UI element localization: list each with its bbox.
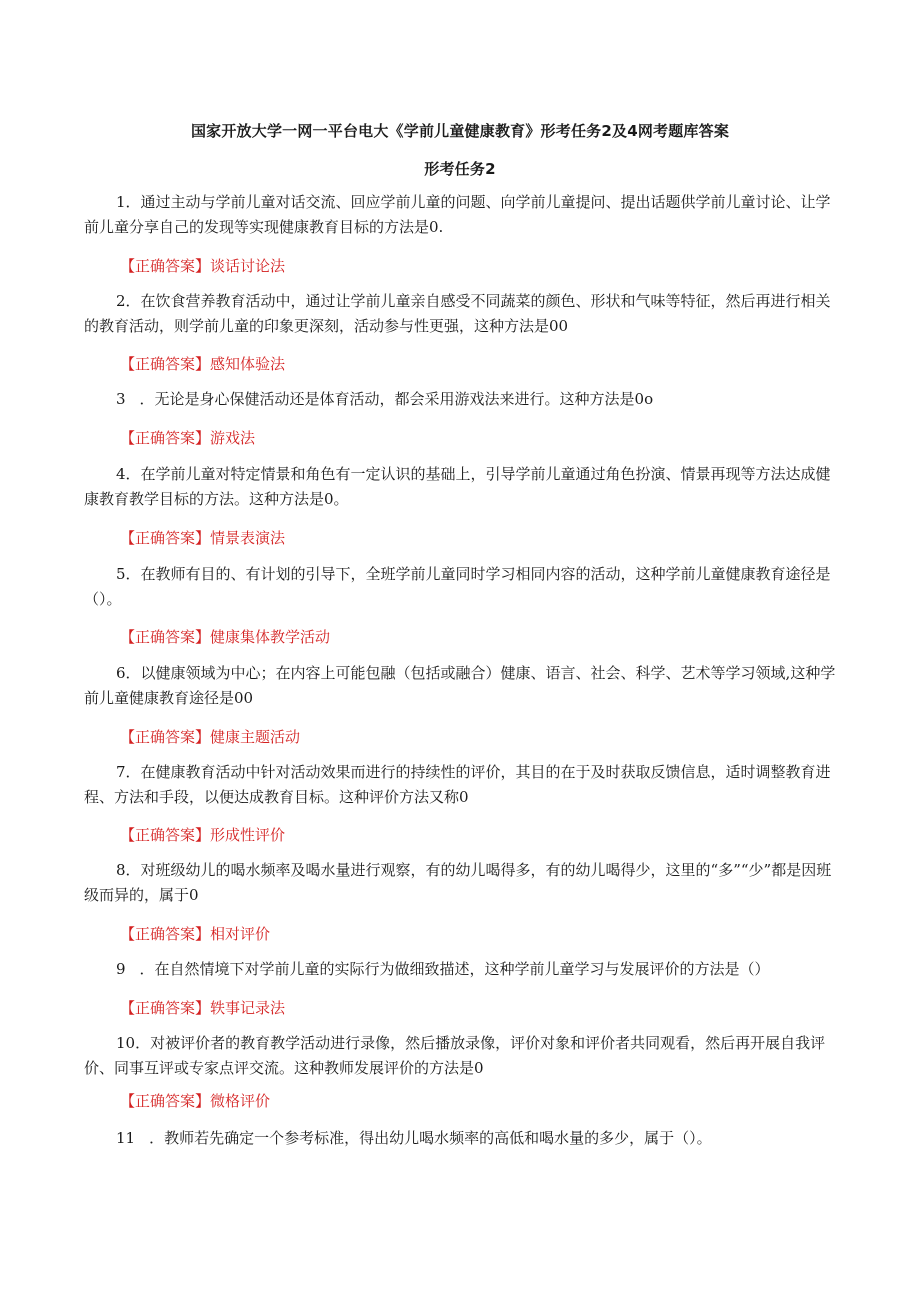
question-text: ．在教师有目的、有计划的引导下，全班学前儿童同时学习相同内容的活动，这种学前儿童健康教育途径是（）。 <box>84 565 831 608</box>
answer-text: 游戏法 <box>210 429 256 447</box>
question-text: ．通过主动与学前儿童对话交流、回应学前儿童的问题、向学前儿童提问、提出话题供学前儿童讨论、让学前儿童分享自己的发现等实现健康教育目标的方法是0. <box>84 193 831 236</box>
answer-8 <box>120 924 270 944</box>
section-title: 形考任务2 <box>424 160 496 178</box>
question-number: 10 <box>116 1034 136 1052</box>
answer-10 <box>120 1091 270 1111</box>
question-10 <box>84 1031 844 1081</box>
answer-text: 谈话讨论法 <box>210 257 286 275</box>
answer-label: 【正确答案】 <box>120 355 211 373</box>
question-number: 9 <box>116 960 126 978</box>
question-4 <box>84 462 844 512</box>
question-8 <box>84 858 844 908</box>
question-text: ．对被评价者的教育教学活动进行录像，然后播放录像，评价对象和评价者共同观看，然后再开展自我评价、同事互评或专家点评交流。这种教师发展评价的方法是0 <box>84 1034 826 1077</box>
answer-5 <box>120 627 330 647</box>
question-text: ．以健康领域为中心；在内容上可能包融（包括或融合）健康、语言、社会、科学、艺术等学习领域,这种学前儿童健康教育途径是00 <box>84 664 836 707</box>
answer-7 <box>120 825 285 845</box>
question-number: 1 <box>116 193 126 211</box>
question-number: 2 <box>116 292 126 310</box>
question-number: 7 <box>116 763 126 781</box>
question-5 <box>84 562 844 612</box>
question-number: 4 <box>116 465 126 483</box>
answer-text: 轶事记录法 <box>210 999 286 1017</box>
answer-label: 【正确答案】 <box>120 529 211 547</box>
question-9 <box>84 957 844 982</box>
question-text: ．教师若先确定一个参考标准，得出幼儿喝水频率的高低和喝水量的多少，属于（）。 <box>149 1129 712 1147</box>
question-number: 5 <box>116 565 126 583</box>
question-6 <box>84 661 844 711</box>
document-title: 国家开放大学一网一平台电大《学前儿童健康教育》形考任务2及4网考题库答案 <box>190 122 730 140</box>
answer-label: 【正确答案】 <box>120 257 211 275</box>
question-text: ．在学前儿童对特定情景和角色有一定认识的基础上，引导学前儿童通过角色扮演、情景再现等方法达成健康教育教学目标的方法。这种方法是0。 <box>84 465 831 508</box>
answer-label: 【正确答案】 <box>120 925 211 943</box>
answer-9 <box>120 998 285 1018</box>
answer-text: 形成性评价 <box>210 826 286 844</box>
question-number: 8 <box>116 861 126 879</box>
answer-label: 【正确答案】 <box>120 826 211 844</box>
answer-label: 【正确答案】 <box>120 1092 211 1110</box>
question-text: ．在饮食营养教育活动中，通过让学前儿童亲自感受不同蔬菜的颜色、形状和气味等特征，然后再进行相关的教育活动，则学前儿童的印象更深刻，活动参与性更强，这种方法是00 <box>84 292 831 335</box>
answer-4 <box>120 528 285 548</box>
answer-6 <box>120 727 300 747</box>
answer-text: 健康集体教学活动 <box>210 628 331 646</box>
question-1 <box>84 190 844 240</box>
question-text: ．无论是身心保健活动还是体育活动，都会采用游戏法来进行。这种方法是0o <box>139 390 654 408</box>
answer-3 <box>120 428 255 448</box>
question-11 <box>84 1126 844 1151</box>
answer-text: 微格评价 <box>210 1092 271 1110</box>
question-text: ．在自然情境下对学前儿童的实际行为做细致描述，这种学前儿童学习与发展评价的方法是（） <box>139 960 770 978</box>
question-7 <box>84 760 844 810</box>
answer-2 <box>120 354 285 374</box>
answer-label: 【正确答案】 <box>120 628 211 646</box>
question-number: 6 <box>116 664 126 682</box>
question-text: ．对班级幼儿的喝水频率及喝水量进行观察，有的幼儿喝得多，有的幼儿喝得少，这里的“多”“少”都是因班级而异的，属于0 <box>84 861 832 904</box>
question-number: 3 <box>116 390 126 408</box>
answer-text: 健康主题活动 <box>210 728 301 746</box>
question-2 <box>84 289 844 339</box>
answer-text: 相对评价 <box>210 925 271 943</box>
answer-text: 感知体验法 <box>210 355 286 373</box>
question-number: 11 <box>116 1129 136 1147</box>
question-text: ．在健康教育活动中针对活动效果而进行的持续性的评价，其目的在于及时获取反馈信息，适时调整教育进程、方法和手段，以便达成教育目标。这种评价方法又称0 <box>84 763 831 806</box>
answer-text: 情景表演法 <box>210 529 286 547</box>
answer-label: 【正确答案】 <box>120 429 211 447</box>
answer-label: 【正确答案】 <box>120 728 211 746</box>
answer-1 <box>120 256 285 276</box>
answer-label: 【正确答案】 <box>120 999 211 1017</box>
question-3 <box>84 387 844 412</box>
